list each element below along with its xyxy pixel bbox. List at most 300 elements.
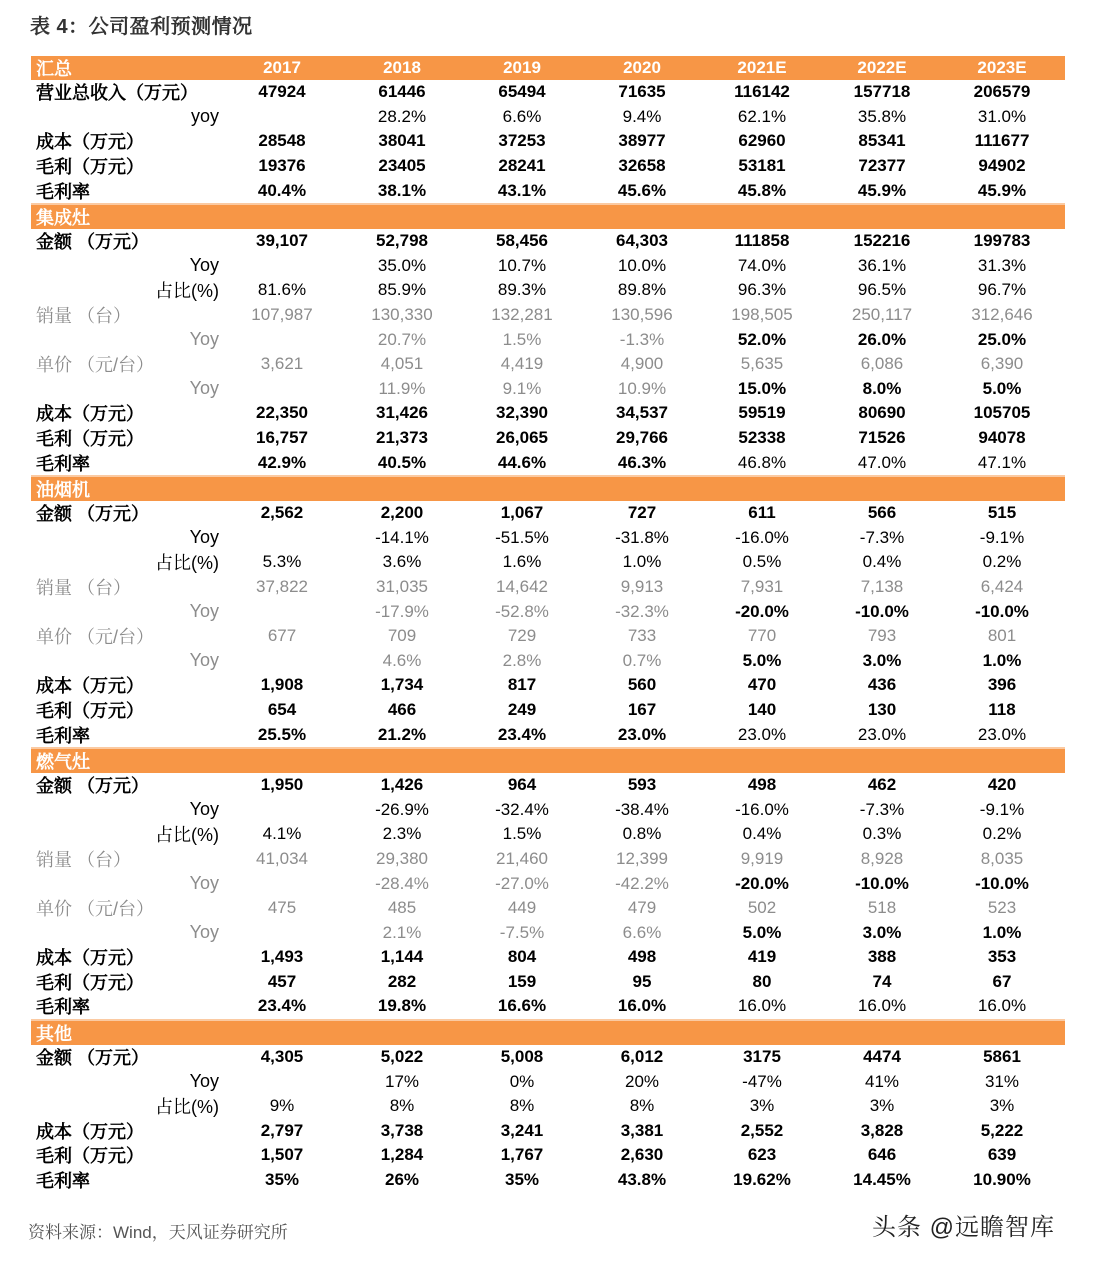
column-header-2021E: 2021E (737, 58, 787, 77)
table-cell: 45.8% (737, 180, 787, 200)
table-cell: 0.2% (982, 552, 1022, 572)
table-cell: 52,798 (376, 231, 428, 251)
table-cell: 733 (627, 626, 657, 646)
table-cell: 80690 (858, 403, 906, 423)
table-cell: 2,797 (260, 1120, 304, 1140)
table-cell: 6,012 (620, 1047, 664, 1067)
table-row (31, 426, 1065, 451)
table-cell: 22,350 (256, 403, 308, 423)
table-cell: 16,757 (256, 428, 308, 448)
table-cell: 74 (872, 971, 892, 991)
row-label: 占比(%) (155, 281, 219, 302)
table-cell: -20.0% (735, 601, 789, 621)
row-label: 毛利（万元） (36, 429, 144, 450)
table-cell: 35% (264, 1170, 300, 1190)
section-header-2 (31, 477, 1065, 501)
table-cell: 23405 (378, 156, 426, 176)
table-cell: 2,630 (620, 1145, 664, 1165)
table-cell: 37253 (498, 131, 546, 151)
table-cell: 10.90% (973, 1170, 1031, 1190)
table-cell: -20.0% (735, 873, 789, 893)
table-cell: 41,034 (256, 848, 308, 868)
row-label: 金额 （万元） (36, 232, 150, 253)
table-cell: 16.0% (977, 996, 1027, 1016)
table-cell: 1.5% (502, 329, 542, 349)
table-cell: 4474 (863, 1047, 901, 1067)
table-cell: 9,913 (620, 576, 664, 596)
row-label: 毛利（万元） (36, 1146, 144, 1167)
table-cell: 312,646 (971, 305, 1033, 325)
table-cell: 21,373 (376, 428, 428, 448)
table-cell: 38977 (618, 131, 666, 151)
table-cell: 16.0% (737, 996, 787, 1016)
table-cell: 32658 (618, 156, 666, 176)
table-cell: 19.62% (733, 1170, 791, 1190)
table-cell: 2,552 (740, 1120, 784, 1140)
table-cell: 74.0% (737, 255, 787, 275)
table-cell: 498 (627, 947, 657, 967)
table-row (31, 1094, 1065, 1119)
row-label: 单价 （元/台） (36, 627, 155, 648)
table-cell: 32,390 (496, 403, 548, 423)
table-cell: 28548 (258, 131, 306, 151)
table-cell: -7.3% (859, 527, 905, 547)
table-cell: 72377 (858, 156, 906, 176)
table-cell: -27.0% (495, 873, 549, 893)
table-row (31, 847, 1065, 872)
table-row (31, 1045, 1065, 1070)
table-cell: 89.8% (617, 280, 667, 300)
table-cell: 709 (387, 626, 417, 646)
table-cell: 43.1% (497, 180, 547, 200)
row-label: 毛利率 (36, 453, 90, 474)
table-cell: 4,051 (380, 354, 424, 374)
section-header-1 (31, 205, 1065, 229)
table-cell: 152216 (853, 231, 911, 251)
table-cell: -51.5% (495, 527, 549, 547)
table-row (31, 105, 1065, 130)
table-cell: 3% (869, 1096, 895, 1116)
table-row (31, 1069, 1065, 1094)
table-cell: 10.0% (617, 255, 667, 275)
table-cell: 107,987 (251, 305, 313, 325)
table-cell: 502 (747, 898, 777, 918)
section-title: 油烟机 (36, 479, 90, 500)
table-cell: 5.0% (742, 922, 782, 942)
table-cell: 3,621 (260, 354, 304, 374)
table-cell: 479 (627, 898, 657, 918)
table-cell: 475 (267, 898, 297, 918)
table-cell: 25.0% (977, 329, 1027, 349)
table-cell: -16.0% (735, 799, 789, 819)
table-cell: 1.0% (622, 552, 662, 572)
table-cell: 80 (752, 971, 772, 991)
table-row (31, 673, 1065, 698)
table-cell: 1,067 (500, 503, 544, 523)
table-cell: 26.0% (857, 329, 907, 349)
column-header-2019: 2019 (503, 58, 541, 77)
table-cell: -42.2% (615, 873, 669, 893)
table-cell: 436 (867, 675, 897, 695)
table-row (31, 698, 1065, 723)
row-label: 毛利（万元） (36, 700, 144, 721)
table-cell: 3% (749, 1096, 775, 1116)
table-cell: 1,734 (380, 675, 424, 695)
table-row (31, 303, 1065, 328)
row-label: 毛利率 (36, 181, 90, 202)
table-cell: 62960 (738, 131, 786, 151)
table-cell: 6,086 (860, 354, 904, 374)
table-cell: 1,507 (260, 1145, 304, 1165)
table-cell: 518 (867, 898, 897, 918)
table-cell: 19376 (258, 156, 306, 176)
table-cell: 8,928 (860, 848, 904, 868)
table-cell: 1,144 (380, 947, 424, 967)
table-row (31, 920, 1065, 945)
table-cell: 67 (992, 971, 1012, 991)
column-header-2020: 2020 (623, 58, 661, 77)
table-cell: 21,460 (496, 848, 548, 868)
table-cell: 1.0% (982, 922, 1022, 942)
table-row (31, 1168, 1065, 1193)
table-cell: 167 (627, 699, 657, 719)
table-cell: -32.4% (495, 799, 549, 819)
table-cell: 23.4% (257, 996, 307, 1016)
table-cell: 3175 (743, 1047, 781, 1067)
table-cell: 105705 (973, 403, 1031, 423)
table-cell: 9.1% (502, 378, 542, 398)
table-row (31, 994, 1065, 1019)
table-cell: -47% (742, 1071, 782, 1091)
table-cell: 8% (629, 1096, 655, 1116)
table-cell: 729 (507, 626, 537, 646)
table-cell: 89.3% (497, 280, 547, 300)
row-label: Yoy (189, 378, 219, 399)
table-cell: 1.5% (502, 824, 542, 844)
table-cell: 8% (389, 1096, 415, 1116)
table-cell: 116142 (734, 82, 790, 102)
table-cell: 44.6% (497, 452, 547, 472)
row-label: Yoy (189, 922, 219, 943)
table-cell: 10.9% (617, 378, 667, 398)
table-cell: 1.6% (502, 552, 542, 572)
table-cell: 140 (747, 699, 777, 719)
table-row (31, 1143, 1065, 1168)
table-cell: 793 (867, 626, 897, 646)
column-header-2017: 2017 (263, 58, 301, 77)
table-cell: 0.2% (982, 824, 1022, 844)
section-title: 汇总 (36, 59, 72, 79)
table-cell: 96.7% (977, 280, 1027, 300)
table-row (31, 129, 1065, 154)
table-cell: 28.2% (377, 106, 427, 126)
table-cell: 62.1% (737, 106, 787, 126)
row-label: 毛利率 (36, 997, 90, 1018)
table-row (31, 377, 1065, 402)
table-cell: -7.5% (499, 922, 545, 942)
table-cell: 39,107 (256, 231, 308, 251)
column-header-2023E: 2023E (977, 58, 1027, 77)
table-cell: 95 (632, 971, 652, 991)
row-label: yoy (190, 106, 219, 127)
table-cell: 198,505 (731, 305, 793, 325)
table-cell: 611 (748, 503, 776, 523)
row-label: 销量 （台） (36, 849, 132, 870)
row-label: 毛利（万元） (36, 157, 144, 178)
table-cell: 47.0% (857, 452, 907, 472)
table-cell: -14.1% (375, 527, 429, 547)
column-header-2022E: 2022E (857, 58, 907, 77)
table-cell: 449 (507, 898, 537, 918)
table-cell: 23.0% (977, 724, 1027, 744)
table-cell: 47.1% (977, 452, 1027, 472)
table-cell: 94902 (978, 156, 1026, 176)
table-cell: -31.8% (615, 527, 669, 547)
table-cell: 7,931 (740, 576, 784, 596)
table-cell: 4.6% (382, 650, 422, 670)
table-cell: -26.9% (375, 799, 429, 819)
table-cell: 4.1% (262, 824, 302, 844)
table-cell: 0.4% (862, 552, 902, 572)
table-cell: 35% (504, 1170, 540, 1190)
table-cell: 118 (988, 699, 1016, 719)
table-cell: -10.0% (975, 873, 1029, 893)
table-cell: 15.0% (737, 378, 787, 398)
table-cell: 5,008 (500, 1047, 544, 1067)
table-cell: 9% (269, 1096, 295, 1116)
table-cell: 28241 (498, 156, 546, 176)
table-cell: 31,035 (376, 576, 428, 596)
table-cell: 20.7% (377, 329, 427, 349)
table-cell: 40.4% (257, 180, 307, 200)
table-cell: 4,305 (260, 1047, 304, 1067)
table-row (31, 501, 1065, 526)
table-cell: 804 (507, 947, 537, 967)
table-cell: 71526 (858, 428, 906, 448)
row-label: 销量 （台） (36, 306, 132, 327)
table-cell: 31,426 (376, 403, 428, 423)
table-cell: 10.7% (497, 255, 547, 275)
table-cell: 1,493 (260, 947, 304, 967)
table-cell: 0.5% (742, 552, 782, 572)
table-cell: 71635 (618, 82, 666, 102)
table-cell: 157718 (853, 82, 911, 102)
table-cell: 6,390 (980, 354, 1024, 374)
table-cell: 623 (747, 1145, 777, 1165)
table-cell: 3,381 (620, 1120, 664, 1140)
table-cell: 1,767 (500, 1145, 544, 1165)
row-label: Yoy (189, 527, 219, 548)
table-cell: 31% (984, 1071, 1020, 1091)
row-label: 成本（万元） (36, 676, 144, 697)
table-cell: 53181 (738, 156, 786, 176)
table-cell: 38041 (378, 131, 426, 151)
watermark: 头条 @远瞻智库 (872, 1214, 1056, 1241)
table-cell: 65494 (498, 82, 546, 102)
table-cell: 5.0% (742, 650, 782, 670)
table-cell: 45.9% (857, 180, 907, 200)
table-cell: 2,200 (380, 503, 424, 523)
section-title: 集成灶 (36, 207, 90, 228)
row-label: 单价 （元/台） (36, 899, 155, 920)
table-cell: 26% (384, 1170, 420, 1190)
row-label: Yoy (189, 1071, 219, 1092)
table-cell: 5,635 (740, 354, 784, 374)
table-row (31, 871, 1065, 896)
table-title: 表 4：公司盈利预测情况 (30, 16, 253, 38)
row-label: 毛利（万元） (36, 972, 144, 993)
table-cell: -9.1% (979, 527, 1025, 547)
table-cell: 35.8% (857, 106, 907, 126)
table-row (31, 229, 1065, 254)
table-cell: 130,330 (371, 305, 433, 325)
table-cell: -52.8% (495, 601, 549, 621)
table-cell: 801 (987, 626, 1017, 646)
table-cell: -16.0% (735, 527, 789, 547)
table-cell: 96.3% (737, 280, 787, 300)
table-cell: 420 (987, 775, 1017, 795)
row-label: Yoy (189, 601, 219, 622)
table-cell: 1,908 (260, 675, 304, 695)
table-cell: 31.3% (977, 255, 1027, 275)
table-cell: 3,241 (500, 1120, 544, 1140)
table-cell: 37,822 (256, 576, 308, 596)
table-cell: 20% (624, 1071, 660, 1091)
row-label: 占比(%) (155, 553, 219, 574)
table-row (31, 401, 1065, 426)
table-row (31, 624, 1065, 649)
profit-forecast-table (31, 56, 1065, 1192)
table-row (31, 1119, 1065, 1144)
table-cell: 485 (387, 898, 417, 918)
table-row (31, 896, 1065, 921)
section-header-3 (31, 749, 1065, 773)
table-cell: 42.9% (257, 452, 307, 472)
table-cell: 3,828 (860, 1120, 904, 1140)
row-label: 占比(%) (155, 825, 219, 846)
table-cell: 52.0% (737, 329, 787, 349)
table-cell: 3,738 (380, 1120, 424, 1140)
table-cell: 81.6% (257, 280, 307, 300)
table-cell: 3.0% (862, 922, 902, 942)
table-cell: 727 (627, 503, 657, 523)
table-cell: 566 (867, 503, 897, 523)
row-label: 金额 （万元） (36, 504, 150, 525)
table-cell: 111858 (734, 231, 790, 251)
table-cell: 4,900 (620, 354, 664, 374)
table-row (31, 450, 1065, 475)
source-note: 资料来源：Wind，天风证券研究所 (28, 1223, 288, 1242)
table-cell: 7,138 (860, 576, 904, 596)
table-cell: 0% (509, 1071, 535, 1091)
table-cell: 388 (867, 947, 897, 967)
table-cell: 58,456 (496, 231, 548, 251)
table-cell: 515 (987, 503, 1017, 523)
table-cell: 41% (864, 1071, 900, 1091)
table-cell: 639 (987, 1145, 1017, 1165)
table-cell: 770 (747, 626, 777, 646)
row-label: 金额 （万元） (36, 1048, 150, 1069)
row-label: 成本（万元） (36, 948, 144, 969)
table-cell: 23.0% (617, 724, 667, 744)
table-row (31, 970, 1065, 995)
section-header-4 (31, 1021, 1065, 1045)
table-cell: 159 (507, 971, 537, 991)
table-cell: 6.6% (622, 922, 662, 942)
table-cell: 64,303 (616, 231, 668, 251)
table-cell: 2.3% (382, 824, 422, 844)
table-cell: 5.3% (262, 552, 302, 572)
table-cell: 523 (987, 898, 1017, 918)
table-cell: 206579 (973, 82, 1031, 102)
table-cell: 130,596 (611, 305, 673, 325)
table-cell: 35.0% (377, 255, 427, 275)
row-label: Yoy (189, 329, 219, 350)
row-label: 销量 （台） (36, 577, 132, 598)
table-cell: 19.8% (377, 996, 427, 1016)
table-cell: 419 (747, 947, 777, 967)
row-label: 金额 （万元） (36, 776, 150, 797)
table-cell: 45.6% (617, 180, 667, 200)
table-row (31, 797, 1065, 822)
table-cell: 677 (267, 626, 297, 646)
table-cell: 0.7% (622, 650, 662, 670)
table-cell: 0.3% (862, 824, 902, 844)
table-cell: -32.3% (615, 601, 669, 621)
table-cell: -9.1% (979, 799, 1025, 819)
table-cell: 23.0% (737, 724, 787, 744)
table-row (31, 599, 1065, 624)
table-cell: 466 (387, 699, 417, 719)
table-cell: 4,419 (500, 354, 544, 374)
table-cell: 353 (987, 947, 1017, 967)
table-cell: 5861 (983, 1047, 1021, 1067)
row-label: Yoy (189, 255, 219, 276)
table-cell: 16.0% (857, 996, 907, 1016)
table-cell: 130 (867, 699, 897, 719)
table-row (31, 154, 1065, 179)
table-cell: 249 (507, 699, 537, 719)
table-cell: 85.9% (377, 280, 427, 300)
table-cell: 964 (507, 775, 537, 795)
table-cell: 1,950 (260, 775, 304, 795)
table-cell: 817 (507, 675, 537, 695)
table-cell: 9,919 (740, 848, 784, 868)
table-cell: 16.0% (617, 996, 667, 1016)
table-cell: 40.5% (377, 452, 427, 472)
table-cell: 43.8% (617, 1170, 667, 1190)
table-cell: 34,537 (616, 403, 668, 423)
table-cell: 96.5% (857, 280, 907, 300)
table-cell: 11.9% (378, 378, 426, 398)
row-label: 成本（万元） (36, 132, 144, 153)
table-cell: 8.0% (862, 378, 902, 398)
table-row (31, 80, 1065, 105)
table-cell: 14,642 (496, 576, 548, 596)
table-cell: 199783 (973, 231, 1031, 251)
table-cell: 52338 (738, 428, 786, 448)
row-label: 成本（万元） (36, 1121, 144, 1142)
table-cell: 5,222 (980, 1120, 1024, 1140)
table-row (31, 945, 1065, 970)
table-cell: 396 (987, 675, 1017, 695)
table-cell: 46.8% (737, 452, 787, 472)
table-cell: 36.1% (857, 255, 907, 275)
table-cell: 250,117 (851, 305, 913, 325)
table-cell: 38.1% (377, 180, 427, 200)
table-cell: 5,022 (380, 1047, 424, 1067)
table-cell: 0.4% (742, 824, 782, 844)
